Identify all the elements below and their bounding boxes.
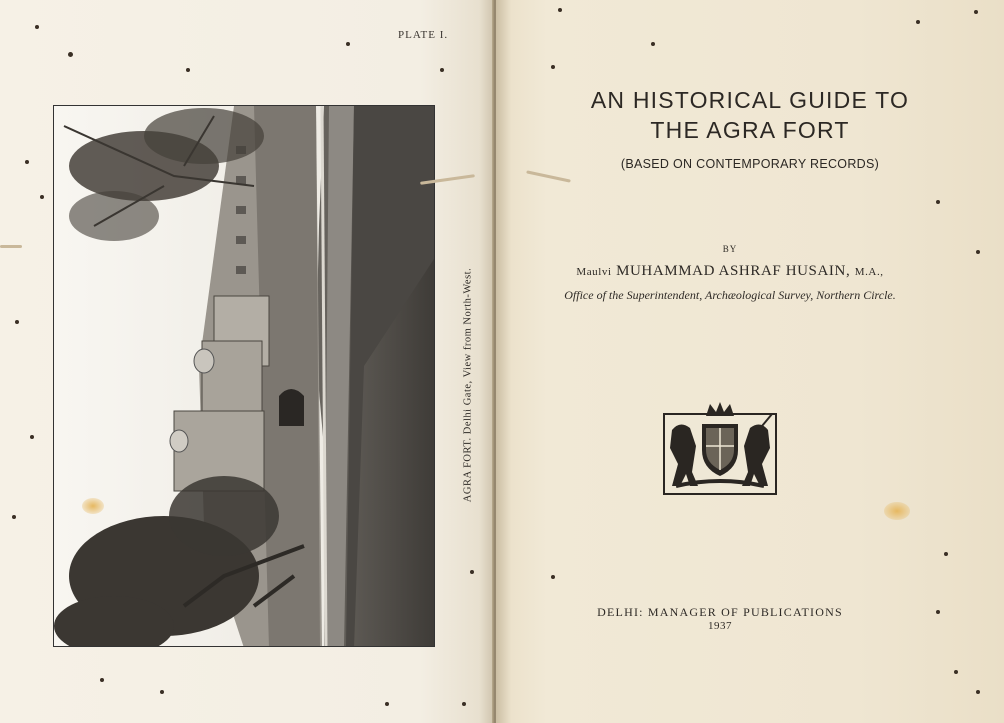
by-line: BY xyxy=(722,244,738,254)
royal-coat-of-arms-icon xyxy=(662,400,778,496)
paper-tear xyxy=(526,170,571,182)
author-full-name: MUHAMMAD ASHRAF HUSAIN, xyxy=(616,263,851,279)
wormhole xyxy=(954,670,958,674)
wormhole xyxy=(100,678,104,682)
publication-year: 1937 xyxy=(708,620,732,632)
wormhole xyxy=(385,702,389,706)
wormhole xyxy=(68,52,73,57)
wormhole xyxy=(440,68,444,72)
author-name xyxy=(520,263,940,280)
paper-tear xyxy=(0,245,22,248)
wormhole xyxy=(944,552,948,556)
wormhole xyxy=(462,702,466,706)
book-title-line-1: AN HISTORICAL GUIDE TO xyxy=(590,87,910,113)
wormhole xyxy=(25,160,29,164)
wormhole xyxy=(346,42,350,46)
author-prefix: Maulvi xyxy=(576,266,612,278)
wormhole xyxy=(551,65,555,69)
wormhole xyxy=(916,20,920,24)
wormhole xyxy=(160,690,164,694)
wormhole xyxy=(651,42,655,46)
wormhole xyxy=(558,8,562,12)
left-page-plate xyxy=(0,0,494,723)
book-subtitle: (BASED ON CONTEMPORARY RECORDS) xyxy=(620,157,880,171)
publisher-line: DELHI: MANAGER OF PUBLICATIONS xyxy=(597,605,843,619)
author-degree: M.A., xyxy=(854,266,884,278)
book-title-line-2: THE AGRA FORT xyxy=(650,117,850,143)
wormhole xyxy=(12,515,16,519)
plate-photograph xyxy=(53,105,435,647)
wormhole xyxy=(470,570,474,574)
wormhole xyxy=(974,10,978,14)
paper-stain xyxy=(884,502,910,520)
wormhole xyxy=(30,435,34,439)
wormhole xyxy=(186,68,190,72)
wormhole xyxy=(551,575,555,579)
wormhole xyxy=(40,195,44,199)
plate-caption xyxy=(458,240,478,530)
wormhole xyxy=(35,25,39,29)
wormhole xyxy=(976,690,980,694)
wormhole xyxy=(936,610,940,614)
wormhole xyxy=(976,250,980,254)
wormhole xyxy=(15,320,19,324)
author-office: Office of the Superintendent, Archæological Survey, Northern Circle. xyxy=(564,288,896,302)
wormhole xyxy=(936,200,940,204)
plate-caption-text: AGRA FORT. Delhi Gate, View from North-West. xyxy=(462,267,474,503)
paper-stain xyxy=(82,498,104,514)
plate-label: PLATE I. xyxy=(398,29,449,41)
